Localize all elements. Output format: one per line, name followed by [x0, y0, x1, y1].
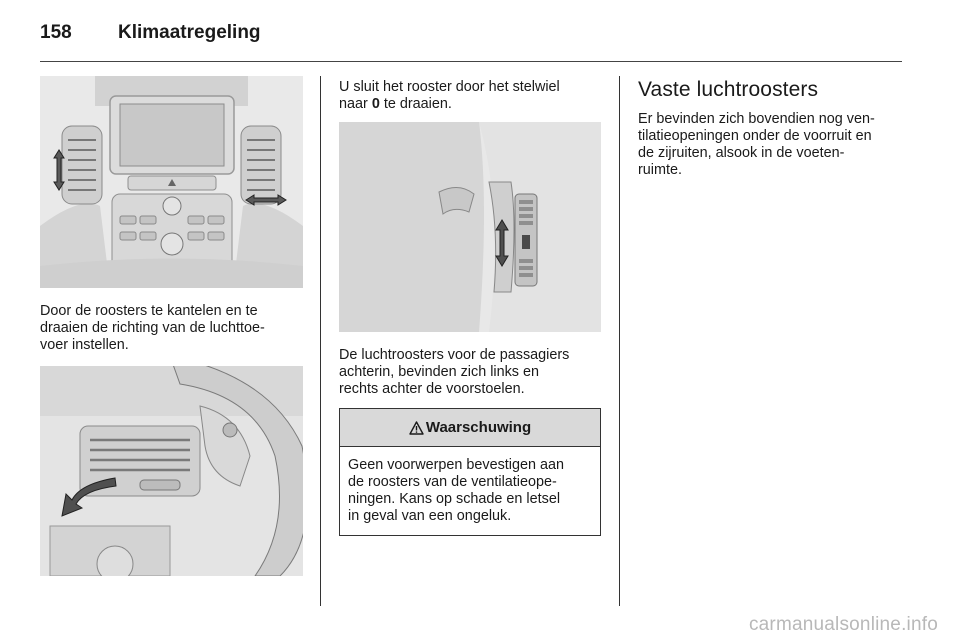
warning-triangle-icon: [409, 421, 424, 435]
warning-line: in geval van een ongeluk.: [348, 508, 512, 524]
intro-paragraph: [339, 79, 560, 113]
caption-line: Door de roosters te kantelen en te: [40, 303, 258, 319]
page-number: 158: [40, 22, 72, 43]
watermark: carmanualsonline.info: [748, 614, 938, 635]
caption-line: achterin, bevinden zich links en: [339, 364, 539, 380]
zero-position: 0: [371, 96, 380, 112]
paragraph-line: ruimte.: [638, 162, 682, 178]
warning-line: de roosters van de ventilatieope-: [348, 474, 557, 490]
column-divider: [619, 76, 620, 606]
header-rule: [40, 61, 902, 62]
warning-line: ningen. Kans op schade en letsel: [348, 491, 561, 507]
rear-pillar-vent-illustration: [339, 122, 601, 332]
paragraph-line: tilatieopeningen onder de voorruit en: [638, 128, 872, 144]
caption-line: De luchtroosters voor de passagiers: [339, 347, 570, 363]
intro-line: [339, 96, 560, 113]
warning-header: [340, 409, 600, 447]
warning-line: Geen voorwerpen bevestigen aan: [348, 457, 565, 473]
intro-line: U sluit het rooster door het stelwiel: [339, 79, 560, 95]
paragraph-line: de zijruiten, alsook in de voeten-: [638, 145, 845, 161]
caption-line: draaien de richting van de luchttoe-: [40, 320, 265, 336]
column-divider: [320, 76, 321, 606]
driver-vent-illustration: [40, 366, 303, 576]
warning-box: [339, 408, 601, 536]
section-heading: Vaste luchtroosters: [638, 78, 819, 101]
section-paragraph: [638, 111, 875, 179]
warning-body: [340, 447, 600, 525]
figure-caption: [40, 303, 265, 354]
intro-prefix: naar: [339, 96, 372, 112]
paragraph-line: Er bevinden zich bovendien nog ven-: [638, 111, 875, 127]
page-title: Klimaatregeling: [118, 22, 261, 43]
caption-line: voer instellen.: [40, 337, 129, 353]
intro-suffix: te draaien.: [379, 96, 452, 112]
caption-line: rechts achter de voorstoelen.: [339, 381, 525, 397]
page-header: [40, 22, 261, 46]
figure-caption: [339, 347, 569, 398]
warning-title: Waarschuwing: [425, 419, 532, 436]
dashboard-vents-illustration: [40, 76, 303, 288]
